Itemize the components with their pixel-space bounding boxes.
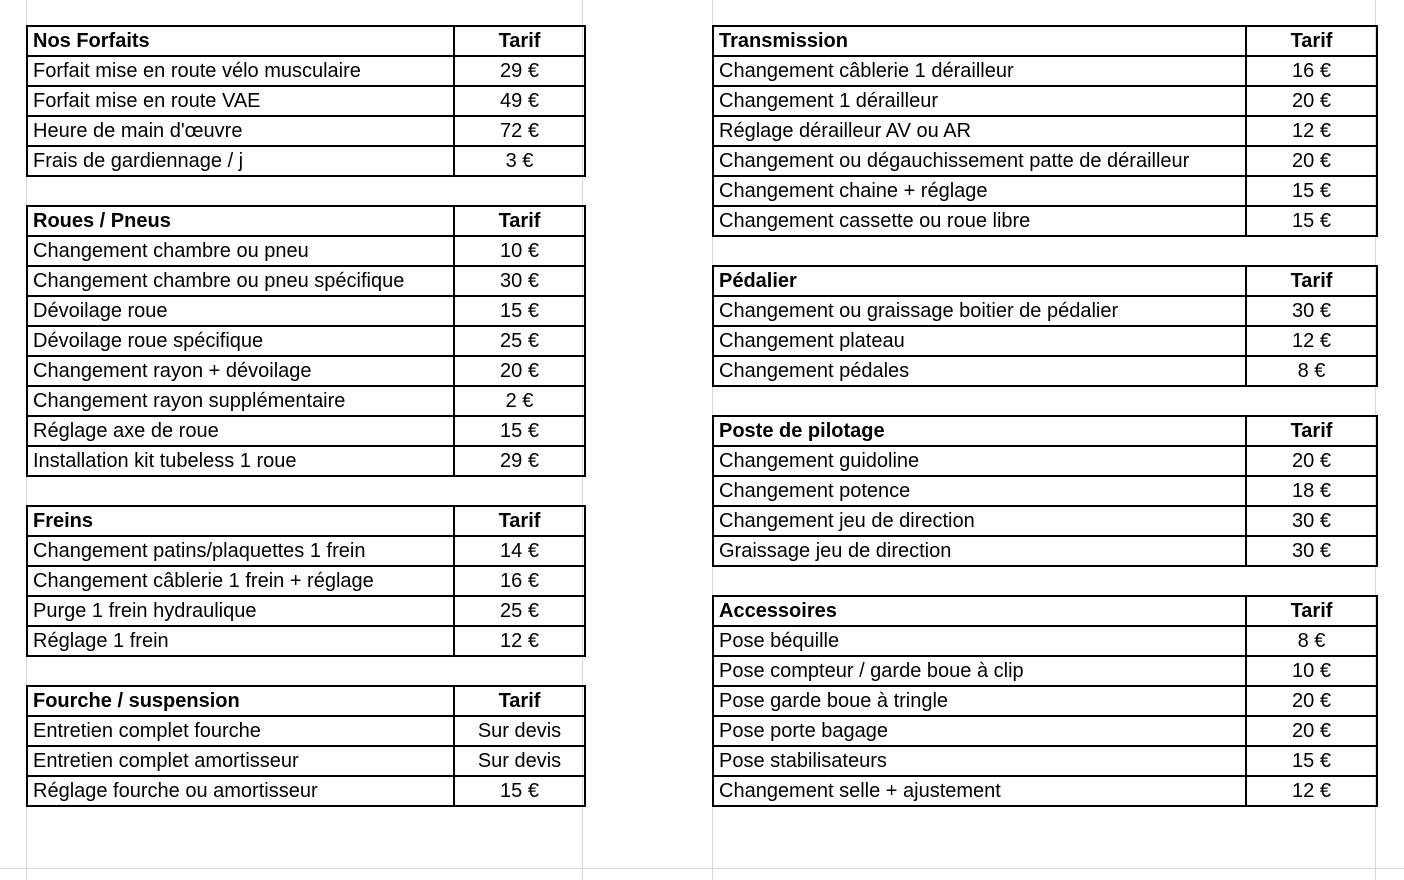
service-price: 2 € (454, 386, 585, 416)
spacer-cell (1246, 386, 1377, 416)
service-label: Changement potence (713, 476, 1246, 506)
service-row (713, 626, 1377, 656)
service-row (713, 446, 1377, 476)
price-column-header: Tarif (1246, 596, 1377, 626)
service-price: 16 € (454, 566, 585, 596)
section-title: Freins (27, 506, 454, 536)
price-column-header: Tarif (454, 206, 585, 236)
service-row (27, 326, 585, 356)
spacer-row (713, 236, 1377, 266)
price-column-header: Tarif (454, 686, 585, 716)
service-label: Pose garde boue à tringle (713, 686, 1246, 716)
service-row (27, 116, 585, 146)
spacer-cell (713, 386, 1246, 416)
service-price: 30 € (1246, 536, 1377, 566)
section-header-row (27, 206, 585, 236)
spacer-cell (27, 176, 454, 206)
service-row (713, 206, 1377, 236)
service-label: Changement chambre ou pneu spécifique (27, 266, 454, 296)
service-price: 20 € (1246, 716, 1377, 746)
spacer-cell (454, 656, 585, 686)
spacer-cell (713, 566, 1246, 596)
service-row (27, 416, 585, 446)
section-header-row (27, 686, 585, 716)
service-price: 29 € (454, 446, 585, 476)
service-row (713, 476, 1377, 506)
service-label: Heure de main d'œuvre (27, 116, 454, 146)
right-table-body (713, 26, 1377, 806)
spacer-cell (1246, 566, 1377, 596)
service-row (27, 776, 585, 806)
service-label: Dévoilage roue spécifique (27, 326, 454, 356)
service-price: 20 € (1246, 686, 1377, 716)
service-label: Réglage dérailleur AV ou AR (713, 116, 1246, 146)
spacer-cell (27, 476, 454, 506)
service-price: 20 € (1246, 86, 1377, 116)
service-label: Frais de gardiennage / j (27, 146, 454, 176)
service-price: 12 € (1246, 116, 1377, 146)
service-price: 30 € (454, 266, 585, 296)
service-row (27, 746, 585, 776)
section-title: Pédalier (713, 266, 1246, 296)
service-price: 20 € (1246, 146, 1377, 176)
service-price: Sur devis (454, 716, 585, 746)
service-label: Entretien complet fourche (27, 716, 454, 746)
service-price: 49 € (454, 86, 585, 116)
service-row (27, 266, 585, 296)
service-row (713, 116, 1377, 146)
service-row (27, 236, 585, 266)
section-title: Transmission (713, 26, 1246, 56)
service-row (27, 56, 585, 86)
service-row (27, 146, 585, 176)
service-price: 10 € (1246, 656, 1377, 686)
service-label: Pose béquille (713, 626, 1246, 656)
service-price: 30 € (1246, 296, 1377, 326)
service-row (27, 446, 585, 476)
service-label: Changement câblerie 1 dérailleur (713, 56, 1246, 86)
service-row (27, 386, 585, 416)
service-price: 12 € (1246, 776, 1377, 806)
service-row (713, 356, 1377, 386)
section-header-row (27, 506, 585, 536)
service-row (713, 86, 1377, 116)
price-column-header: Tarif (454, 506, 585, 536)
service-price: 15 € (1246, 746, 1377, 776)
spacer-cell (713, 236, 1246, 266)
service-row (27, 86, 585, 116)
price-column-header: Tarif (454, 26, 585, 56)
service-price: 18 € (1246, 476, 1377, 506)
spacer-row (713, 386, 1377, 416)
service-price: 20 € (1246, 446, 1377, 476)
service-price: 3 € (454, 146, 585, 176)
service-label: Changement jeu de direction (713, 506, 1246, 536)
price-column-header: Tarif (1246, 26, 1377, 56)
service-price: 12 € (1246, 326, 1377, 356)
spacer-row (27, 176, 585, 206)
service-price: 15 € (454, 296, 585, 326)
service-label: Changement chambre ou pneu (27, 236, 454, 266)
section-title: Poste de pilotage (713, 416, 1246, 446)
gridline (0, 868, 1404, 869)
service-price: 25 € (454, 326, 585, 356)
service-label: Pose stabilisateurs (713, 746, 1246, 776)
section-header-row (713, 416, 1377, 446)
service-price: 14 € (454, 536, 585, 566)
service-label: Changement guidoline (713, 446, 1246, 476)
section-header-row (27, 26, 585, 56)
left-price-table (26, 25, 586, 807)
section-header-row (713, 596, 1377, 626)
service-label: Changement plateau (713, 326, 1246, 356)
service-row (713, 536, 1377, 566)
price-column-header: Tarif (1246, 416, 1377, 446)
service-price: 15 € (454, 776, 585, 806)
service-row (713, 656, 1377, 686)
service-label: Graissage jeu de direction (713, 536, 1246, 566)
service-label: Pose porte bagage (713, 716, 1246, 746)
spacer-cell (454, 476, 585, 506)
service-label: Forfait mise en route vélo musculaire (27, 56, 454, 86)
service-row (713, 506, 1377, 536)
section-header-row (713, 26, 1377, 56)
service-price: Sur devis (454, 746, 585, 776)
spacer-cell (27, 656, 454, 686)
service-label: Dévoilage roue (27, 296, 454, 326)
service-price: 25 € (454, 596, 585, 626)
service-label: Purge 1 frein hydraulique (27, 596, 454, 626)
service-row (713, 176, 1377, 206)
service-label: Réglage axe de roue (27, 416, 454, 446)
left-table-body (27, 26, 585, 806)
price-column-header: Tarif (1246, 266, 1377, 296)
service-label: Changement pédales (713, 356, 1246, 386)
service-label: Changement chaine + réglage (713, 176, 1246, 206)
service-label: Changement ou dégauchissement patte de dérailleur (713, 146, 1246, 176)
service-label: Pose compteur / garde boue à clip (713, 656, 1246, 686)
service-label: Installation kit tubeless 1 roue (27, 446, 454, 476)
service-label: Réglage fourche ou amortisseur (27, 776, 454, 806)
section-title: Nos Forfaits (27, 26, 454, 56)
service-price: 8 € (1246, 626, 1377, 656)
service-row (713, 716, 1377, 746)
service-price: 10 € (454, 236, 585, 266)
service-row (713, 296, 1377, 326)
service-price: 15 € (1246, 206, 1377, 236)
service-price: 16 € (1246, 56, 1377, 86)
service-label: Forfait mise en route VAE (27, 86, 454, 116)
service-price: 15 € (454, 416, 585, 446)
section-title: Accessoires (713, 596, 1246, 626)
service-row (27, 626, 585, 656)
service-row (713, 146, 1377, 176)
service-row (713, 776, 1377, 806)
service-label: Changement rayon + dévoilage (27, 356, 454, 386)
spacer-row (27, 476, 585, 506)
spacer-cell (454, 176, 585, 206)
section-title: Roues / Pneus (27, 206, 454, 236)
service-row (27, 536, 585, 566)
service-label: Changement câblerie 1 frein + réglage (27, 566, 454, 596)
service-label: Changement cassette ou roue libre (713, 206, 1246, 236)
service-price: 15 € (1246, 176, 1377, 206)
service-row (27, 356, 585, 386)
spacer-row (713, 566, 1377, 596)
service-row (27, 566, 585, 596)
service-row (27, 716, 585, 746)
service-row (27, 596, 585, 626)
service-price: 8 € (1246, 356, 1377, 386)
service-row (713, 686, 1377, 716)
spacer-row (27, 656, 585, 686)
right-price-table (712, 25, 1378, 807)
service-row (713, 56, 1377, 86)
section-title: Fourche / suspension (27, 686, 454, 716)
service-price: 30 € (1246, 506, 1377, 536)
service-label: Changement rayon supplémentaire (27, 386, 454, 416)
spacer-cell (1246, 236, 1377, 266)
service-row (713, 326, 1377, 356)
service-label: Changement ou graissage boitier de pédalier (713, 296, 1246, 326)
service-row (27, 296, 585, 326)
service-label: Réglage 1 frein (27, 626, 454, 656)
service-label: Entretien complet amortisseur (27, 746, 454, 776)
service-label: Changement selle + ajustement (713, 776, 1246, 806)
service-price: 72 € (454, 116, 585, 146)
service-label: Changement patins/plaquettes 1 frein (27, 536, 454, 566)
service-price: 12 € (454, 626, 585, 656)
service-label: Changement 1 dérailleur (713, 86, 1246, 116)
service-price: 29 € (454, 56, 585, 86)
section-header-row (713, 266, 1377, 296)
service-row (713, 746, 1377, 776)
service-price: 20 € (454, 356, 585, 386)
